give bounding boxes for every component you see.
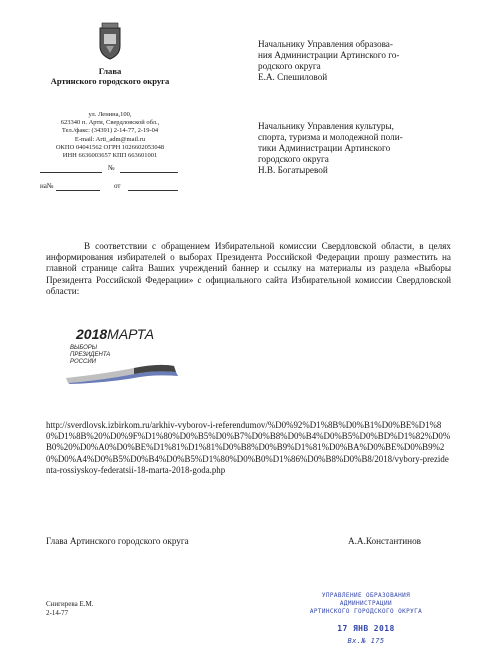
recipient-line: городского округа bbox=[258, 154, 329, 164]
reference-link[interactable]: http://sverdlovsk.izbirkom.ru/arkhiv-vyborov-i-referendumov/%D0%92%D1%8B%D0%B1%D0%BE%D1%80%D1%8B%20%D0%9F%D1%80%D0%B5%D0%B7%D0%B8%D0%B4%D0%B5%D0%BD%D1%82%D0%B0%20%D0%A0%D0%BE%D1%81%D1%81%D0%B8%D0%B9%D1%81%D0%BA%D0%BE%D0%B9%20%D0%A4%D0%B5%D0%B4%D0%B5%D1%80%D0%B0%D1%86%D0%B8%D0%B8/2018/vybory-prezidenta-rossiyskoy-federatsii-18-marta-2018-goda.php bbox=[46, 420, 451, 475]
address-line: 623340 п. Арти, Свердловской обл., bbox=[60, 119, 160, 127]
signature-position: Глава Артинского городского округа bbox=[46, 536, 189, 546]
date-line bbox=[40, 172, 102, 173]
recipient-line: Н.В. Богатыревой bbox=[258, 165, 328, 175]
flag-ribbon-icon bbox=[64, 356, 184, 384]
banner-line1: ВЫБОРЫ bbox=[70, 345, 98, 351]
address-line: Тел./факс: (34391) 2-14-77, 2-19-04 bbox=[61, 127, 159, 135]
signature-name: А.А.Константинов bbox=[348, 536, 422, 546]
header-title-line2: Артинского городского округа bbox=[50, 76, 170, 86]
executor-block bbox=[46, 600, 93, 618]
banner-month: МАРТА bbox=[107, 326, 155, 342]
recipient-line: родского округа bbox=[258, 61, 321, 71]
executor-phone: 2-14-77 bbox=[46, 609, 69, 617]
coat-of-arms-icon bbox=[96, 22, 124, 60]
stamp-number: Вх.№ 175 bbox=[347, 637, 385, 645]
recipient-line: Начальнику Управления образова- bbox=[258, 39, 393, 49]
recipient-line: ния Администрации Артинского го- bbox=[258, 50, 400, 60]
recipient-line: тики Администрации Артинского bbox=[258, 143, 391, 153]
number-label: № bbox=[108, 164, 115, 172]
header-title bbox=[40, 66, 180, 86]
stamp-line2: АДМИНИСТРАЦИИ bbox=[339, 600, 393, 607]
request-paragraph: В соответствии с обращением Избирательной комиссии Свердловской области, в целях информирования избирателей о выборах Президента Российской Федерации прошу разместить на главной странице сайта Ваших учреждений баннер и ссылку на материалы из раздела «Выборы Президента Российской Федерации» с официального сайта Избирательной комиссии Свердловской области: bbox=[46, 241, 451, 296]
address-line: ул. Ленина,100, bbox=[88, 111, 132, 118]
executor-name: Снигирева Е.М. bbox=[46, 600, 94, 608]
recipient-education bbox=[258, 39, 478, 83]
ref-date-line bbox=[128, 190, 178, 191]
number-line bbox=[120, 172, 178, 173]
banner-line2: ПРЕЗИДЕНТА bbox=[70, 352, 111, 358]
elections-banner bbox=[64, 326, 184, 386]
banner-year: 2018 bbox=[76, 326, 108, 342]
address-line: E-mail: Arti_adm@mail.ru bbox=[74, 135, 146, 143]
address-line: ИНН 6636003657 КПП 663601001 bbox=[62, 152, 158, 160]
stamp-line3: АРТИНСКОГО ГОРОДСКОГО ОКРУГА bbox=[309, 608, 423, 615]
recipient-line: Начальнику Управления культуры, bbox=[258, 121, 394, 131]
ref-date-label: от bbox=[114, 182, 121, 190]
registration-stamp bbox=[296, 592, 436, 645]
stamp-date: 17 ЯНВ 2018 bbox=[337, 624, 395, 633]
stamp-line1: УПРАВЛЕНИЕ ОБРАЗОВАНИЯ bbox=[321, 592, 411, 599]
ref-number-label: на№ bbox=[40, 182, 54, 190]
sender-address bbox=[40, 111, 180, 160]
recipient-line: спорта, туризма и молодежной поли- bbox=[258, 132, 403, 142]
recipient-culture bbox=[258, 121, 478, 176]
address-line: ОКПО 04041562 ОГРН 1026602053048 bbox=[55, 143, 165, 151]
header-title-line1: Глава bbox=[98, 66, 122, 76]
banner-line3: РОССИИ bbox=[70, 359, 96, 365]
ref-number-line bbox=[56, 190, 100, 191]
recipient-line: Е.А. Спешиловой bbox=[258, 72, 328, 82]
